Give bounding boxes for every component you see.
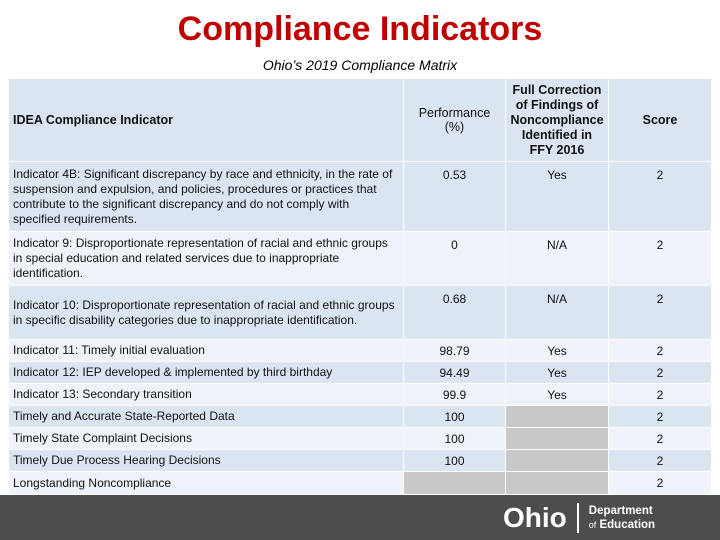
- cell-indicator: Longstanding Noncompliance: [9, 472, 404, 495]
- footer-bar: [0, 495, 720, 540]
- cell-score: 2: [609, 232, 712, 286]
- cell-indicator: Timely and Accurate State-Reported Data: [9, 406, 404, 428]
- table-row: [9, 340, 712, 362]
- cell-indicator: Indicator 11: Timely initial evaluation: [9, 340, 404, 362]
- cell-score: 2: [609, 428, 712, 450]
- compliance-matrix-table: [8, 78, 712, 495]
- cell-performance: [404, 472, 506, 495]
- logo-divider: [577, 503, 579, 533]
- cell-performance: 99.9: [404, 384, 506, 406]
- table-row: [9, 450, 712, 472]
- cell-score: 2: [609, 472, 712, 495]
- logo-ohio-wordmark: Ohio: [503, 502, 567, 533]
- cell-correction: [506, 406, 609, 428]
- cell-correction: N/A: [506, 232, 609, 286]
- page-title: Compliance Indicators: [177, 10, 543, 48]
- cell-indicator: Indicator 9: Disproportionate representation of racial and ethnic groups in special education and related services due to inappropriate identification.: [9, 232, 404, 286]
- cell-performance: 100: [404, 428, 506, 450]
- cell-performance: 98.79: [404, 340, 506, 362]
- cell-correction: N/A: [506, 286, 609, 340]
- cell-correction: Yes: [506, 340, 609, 362]
- cell-indicator: Indicator 10: Disproportionate representation of racial and ethnic groups in specific disability categories due to inappropriate identification.: [9, 286, 404, 340]
- cell-performance: 94.49: [404, 362, 506, 384]
- table-row: [9, 286, 712, 340]
- cell-indicator: Timely State Complaint Decisions: [9, 428, 404, 450]
- table-row: [9, 428, 712, 450]
- cell-score: 2: [609, 162, 712, 232]
- cell-correction: Yes: [506, 384, 609, 406]
- table-row: [9, 362, 712, 384]
- logo-dept-line1: Department: [588, 505, 653, 517]
- cell-performance: 0.53: [404, 162, 506, 232]
- logo-dept-of: of: [588, 520, 597, 530]
- cell-score: 2: [609, 384, 712, 406]
- cell-correction: Yes: [506, 162, 609, 232]
- header-correction: Full Correction of Findings of Noncompliance Identified in FFY 2016: [506, 79, 609, 162]
- table-row: [9, 232, 712, 286]
- cell-correction: [506, 450, 609, 472]
- header-score: Score: [609, 79, 712, 162]
- cell-correction: [506, 428, 609, 450]
- cell-score: 2: [609, 450, 712, 472]
- table-header-row: [9, 79, 712, 162]
- cell-performance: 100: [404, 406, 506, 428]
- cell-score: 2: [609, 340, 712, 362]
- cell-indicator: Indicator 4B: Significant discrepancy by race and ethnicity, in the rate of suspension and expulsion, and policies, procedures or practices that contribute to the significant discrepancy and do not comply with specified requirements.: [9, 162, 404, 232]
- table-row: [9, 162, 712, 232]
- cell-correction: Yes: [506, 362, 609, 384]
- cell-indicator: Timely Due Process Hearing Decisions: [9, 450, 404, 472]
- header-performance: Performance (%): [404, 79, 506, 162]
- cell-score: 2: [609, 362, 712, 384]
- table-row: [9, 384, 712, 406]
- cell-performance: 100: [404, 450, 506, 472]
- cell-performance: 0.68: [404, 286, 506, 340]
- table-row: [9, 406, 712, 428]
- page-subtitle: Ohio’s 2019 Compliance Matrix: [262, 57, 458, 73]
- cell-score: 2: [609, 286, 712, 340]
- table-row: [9, 472, 712, 495]
- cell-indicator: Indicator 13: Secondary transition: [9, 384, 404, 406]
- cell-indicator: Indicator 12: IEP developed & implemented by third birthday: [9, 362, 404, 384]
- header-indicator: IDEA Compliance Indicator: [9, 79, 404, 162]
- cell-performance: 0: [404, 232, 506, 286]
- logo-department-text: [589, 504, 655, 532]
- logo-dept-line2: Education: [599, 519, 656, 531]
- cell-score: 2: [609, 406, 712, 428]
- ohio-education-logo: [503, 502, 655, 534]
- cell-correction: [506, 472, 609, 495]
